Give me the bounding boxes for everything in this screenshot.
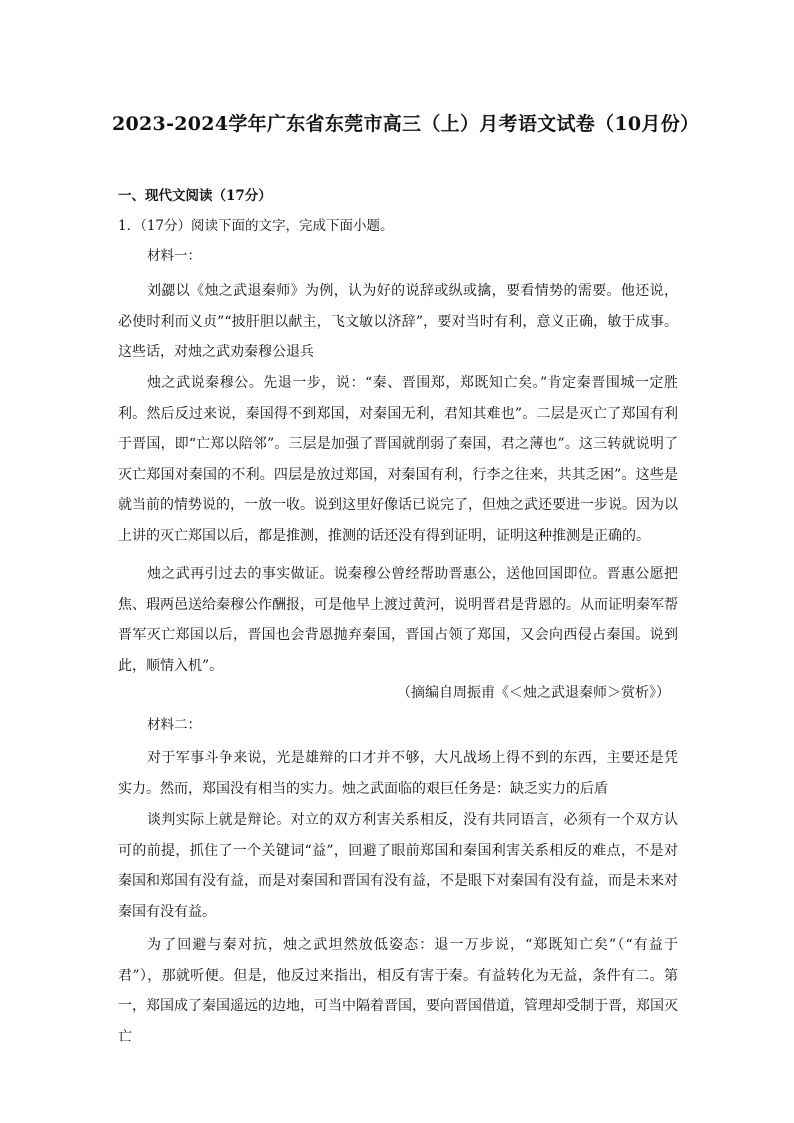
material1-paragraph: 刘勰以《烛之武退秦师》为例，认为好的说辞或纵或擒，要看情势的需要。他还说，必使时利而义贞”“披肝胆以献主，飞文敏以济辞”，要对当时有利，意义正确，敏于成事。这些话，对烛之武劝秦穆公退兵 (118, 283, 678, 360)
material1-paragraph: 烛之武说秦穆公。先退一步，说：“秦、晋围郑，郑既知亡矣。”肯定秦晋围城一定胜利。然后反过来说，秦国得不到郑国，对秦国无利，君知其难也”。二层是灭亡了郑国有利于晋国，即“亡郑以陪邻”。三层是加强了晋国就削弱了秦国，君之薄也”。这三转就说明了灭亡郑国对秦国的不利。四层是放过郑国，对秦国有利，行李之往来，共其乏困”。这些是就当前的情势说的，一放一收。说到这里好像话已说完了，但烛之武还要进一步说。因为以上讲的灭亡郑国以后，都是推测，推测的话还没有得到证明，证明这种推测是正确的。 (118, 375, 678, 544)
material1-paragraph: 烛之武再引过去的事实做证。说秦穆公曾经帮助晋惠公，送他回国即位。晋惠公愿把焦、瑕两邑送给秦穆公作酬报，可是他早上渡过黄河，说明晋君是背恩的。从而证明秦军帮晋军灭亡郑国以后，晋国也会背恩抛弃秦国，晋国占领了郑国，又会向西侵占秦国。说到此，顺情入机”。 (118, 566, 678, 674)
section-heading: 一、现代文阅读（17分） (118, 188, 272, 204)
material2-paragraph: 对于军事斗争来说，光是雄辩的口才并不够，大凡战场上得不到的东西，主要还是凭实力。然而，郑国没有相当的实力。烛之武面临的艰巨任务是：缺乏实力的后盾 (118, 750, 678, 797)
material1-label: 材料一： (147, 248, 201, 264)
material2-label: 材料二： (147, 717, 201, 733)
material2-paragraph: 为了回避与秦对抗，烛之武坦然放低姿态：退一万步说，“郑既知亡矣”（“有益于君”），那就听便。但是，他反过来指出，相反有害于秦。有益转化为无益，条件有二。第一，郑国成了秦国遥远的边地，可当中隔着晋国，要向晋国借道，管理却受制于晋，郑国灭亡 (118, 937, 678, 1045)
material2-paragraph: 谈判实际上就是辩论。对立的双方利害关系相反，没有共同语言，必须有一个双方认可的前提，抓住了一个关键词“益”，回避了眼前郑国和秦国利害关系相反的难点，不是对秦国和郑国有没有益，而是对秦国和晋国有没有益，不是眼下对秦国有没有益，而是未来对秦国有没有益。 (118, 812, 678, 920)
document-title: 2023-2024学年广东省东莞市高三（上）月考语文试卷（10月份） (112, 113, 700, 135)
question-prompt: 1．（17分）阅读下面的文字，完成下面小题。 (118, 218, 394, 234)
material1-source: （摘编自周振甫《＜烛之武退秦师＞赏析》） (397, 685, 670, 701)
